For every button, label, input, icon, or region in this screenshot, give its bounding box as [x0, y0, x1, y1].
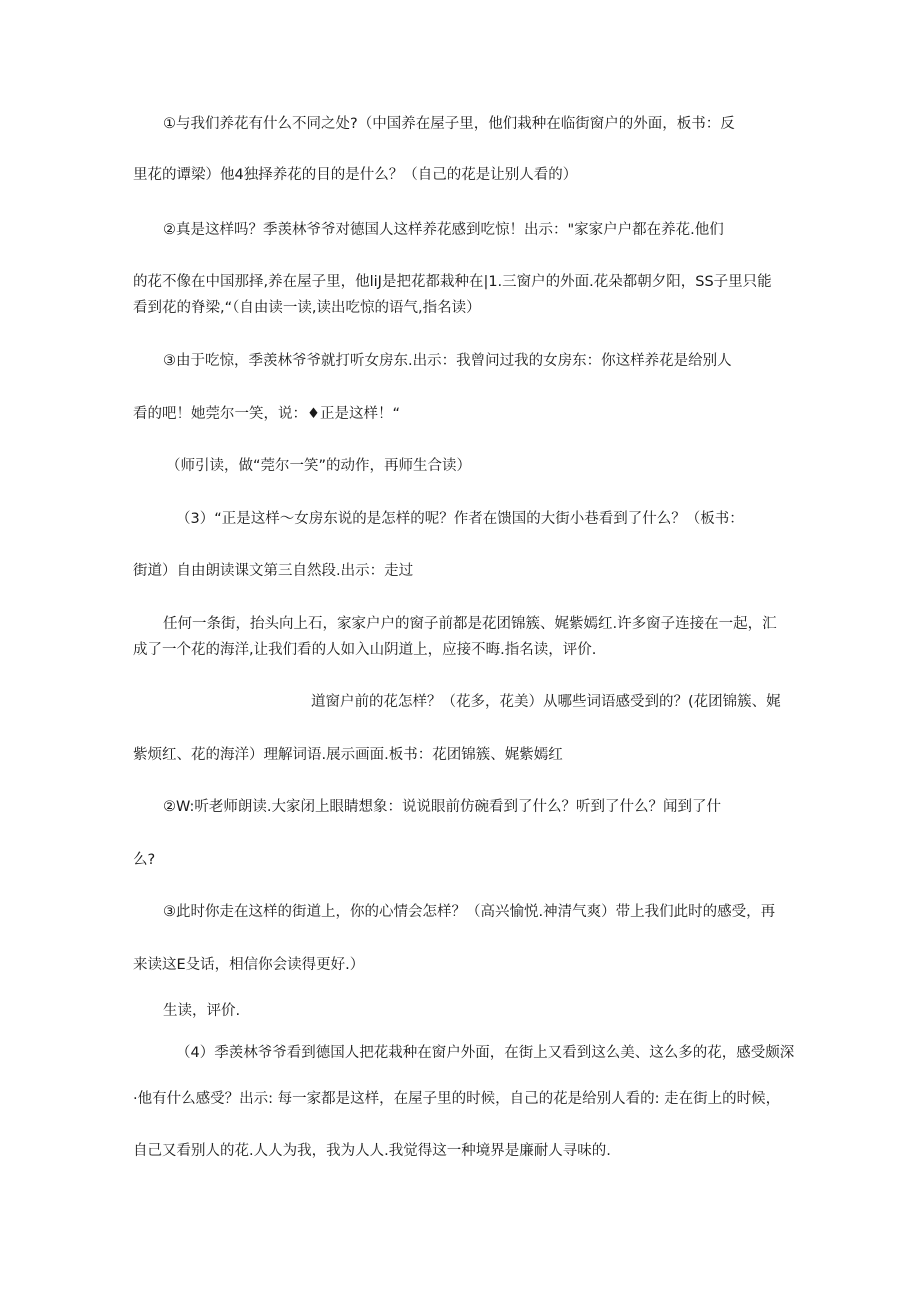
text-line-10: 街道）自由朗读课文第三自然段.出示：走过 [133, 563, 414, 579]
text-line-19: 生读，评价. [163, 1003, 241, 1019]
text-line-5: 看到花的脊梁,“（自由读一读,读出吃惊的语气,指名读） [133, 300, 481, 316]
text-line-11: 任何一条街，抬头向上石，家家户户的窗子前都是花团锦簇、娓紫嫣红.许多窗子连接在一起，汇 [163, 616, 777, 632]
text-line-3: ②真是这样吗？季羡林爷爷对德国人这样养花感到吃惊！出示："家家户户都在养花.他们 [163, 222, 724, 238]
text-line-20: （4）季羡林爷爷看到德国人把花栽种在窗户外面，在街上又看到这么美、这么多的花，感受颇深 [176, 1045, 795, 1061]
text-line-18: 来读这E殳话，相信你会读得更好.） [133, 957, 365, 973]
text-line-8: （师引读，做“莞尔一笑”的动作，再师生合读） [166, 458, 472, 474]
text-line-17: ③此时你走在这样的街道上，你的心情会怎样？（高兴愉悦.神清气爽）带上我们此时的感受，再 [163, 904, 776, 920]
text-line-1: ①与我们养花有什么不同之处?（中国养在屋子里，他们栽种在临街窗户的外面，板书：反 [163, 116, 735, 132]
text-line-15: ②W:听老师朗读.大家闭上眼睛想象：说说眼前仿碗看到了什么？听到了什么？闻到了什 [163, 799, 721, 815]
text-line-4: 的花不像在中国那择,养在屋子里，他liJ是把花都栽种在|1.三窗户的外面.花朵都朝夕阳，SS子里只能 [133, 274, 772, 290]
text-line-12: 成了一个花的海洋,让我们看的人如入山阴道上，应接不晦.指名读，评价. [133, 642, 597, 658]
text-line-21: ·他有什么感受？出示: 每一家都是这样，在屋子里的时候，自己的花是给别人看的: 走在街上的时候， [133, 1091, 781, 1107]
text-line-22: 自己又看别人的花.人人为我，我为人人.我觉得这一种境界是廉耐人寻味的. [133, 1143, 611, 1159]
text-line-9: （3）“正是这样〜女房东说的是怎样的呢？作者在馈国的大街小巷看到了什么？（板书： [176, 511, 744, 527]
text-line-13: 道窗户前的花怎样？（花多，花美）从哪些词语感受到的？(花团锦簇、娓 [311, 694, 781, 710]
text-line-6: ③由于吃惊，季羡林爷爷就打听女房东.出示：我曾问过我的女房东：你这样养花是给别人 [163, 353, 732, 369]
text-line-16: 么? [133, 852, 156, 868]
text-line-2: 里花的谭梁）他4独择养花的目的是什么？（自己的花是让别人看的） [133, 167, 578, 183]
text-line-7: 看的吧！她莞尔一笑，说：♦正是这样！“ [133, 406, 401, 422]
text-line-14: 紫烦红、花的海洋）理解词语.展示画面.板书：花团锦簇、娓紫嫣红 [133, 747, 563, 763]
